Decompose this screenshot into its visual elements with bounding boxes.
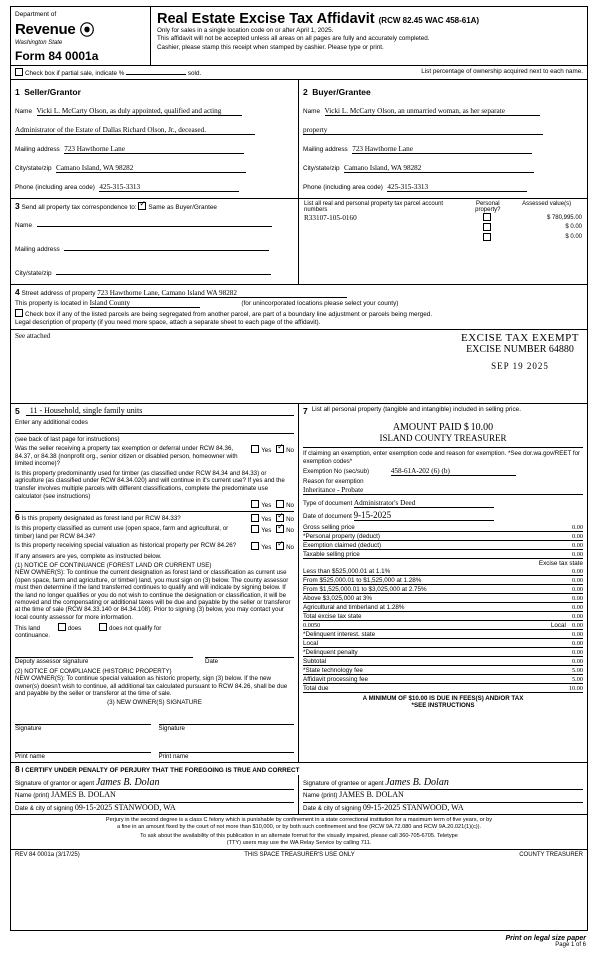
page-number: Page 1 of 6 <box>555 942 586 948</box>
amount-paid-row <box>303 422 583 433</box>
deputy-assessor-signature-input[interactable] <box>15 647 193 658</box>
legal-description-area <box>11 330 587 404</box>
seller-mailing-label: Mailing address <box>15 146 60 153</box>
amount-paid-label: AMOUNT PAID $ <box>392 422 469 433</box>
q5-1-yes-checkbox[interactable] <box>251 445 259 453</box>
corr-name-label: Name <box>15 222 33 229</box>
header-sub-2: This affidavit will not be accepted unless all areas on all pages are fully and accurately completed. <box>157 35 430 43</box>
exemption-question-row <box>15 445 294 468</box>
amount-label: Excise tax state <box>538 560 583 568</box>
amount-row <box>303 666 583 675</box>
q6-2-answers[interactable]: Yes ✓ No <box>251 525 294 534</box>
treasurer-stamp: ISLAND COUNTY TREASURER <box>379 433 507 443</box>
grantor-date-value: 09-15-2025 STANWOOD, WA <box>74 803 176 813</box>
q6-2-yes-checkbox[interactable] <box>251 525 259 533</box>
seller-citystate-label: City/state/zip <box>15 165 52 172</box>
amount-row <box>303 675 583 684</box>
buyer-phone-label: Phone (including area code) <box>303 184 383 191</box>
q6-3-answers[interactable]: Yes ✓ No <box>251 542 294 551</box>
deputy-assessor-labels <box>15 658 294 665</box>
form-footer <box>11 849 587 860</box>
amount-value: 0.00 <box>571 568 583 576</box>
seller-number: 1 <box>15 87 20 97</box>
amount-row <box>303 576 583 585</box>
use-code-input[interactable]: 11 - Household, single family units <box>26 406 294 416</box>
assessed-value-1: $ 0.00 <box>565 224 582 230</box>
new-owner-signature-input-2[interactable] <box>159 714 295 725</box>
same-as-buyer-label: Same as Buyer/Grantee <box>148 204 217 211</box>
section3-text: Send all property tax correspondence to: <box>21 204 137 211</box>
amount-row <box>303 639 583 648</box>
grantee-signature-input[interactable] <box>303 777 583 790</box>
continuance-word: continuance. <box>15 632 51 640</box>
title-block <box>151 7 587 65</box>
q6-1-text: Is this property designated as forest land per RCW 84.33? <box>21 515 181 523</box>
amount-label: Total due <box>303 685 329 693</box>
assessed-value-2: $ 0.00 <box>565 234 582 240</box>
buyer-phone-input[interactable]: 425-315-3313 <box>387 183 527 192</box>
legal-desc-label: Legal description of property (if you need more space, attach a separate sheet to each page of the affidavit). <box>15 319 321 326</box>
amount-value: 0.00 <box>571 577 583 585</box>
amount-value: 5.00 <box>571 676 583 684</box>
q6-3-no-checkbox[interactable] <box>276 542 284 550</box>
parcel-input-2[interactable] <box>303 232 465 242</box>
grantee-signature-block <box>299 775 587 814</box>
doc-type-input[interactable]: Administrator's Deed <box>354 499 494 508</box>
new-owner-printname-row <box>15 742 294 753</box>
reason-input[interactable]: Inheritance - Probate <box>303 486 583 495</box>
personal-header-cell: Personal property? <box>475 201 501 213</box>
parcel-table-header <box>303 201 583 213</box>
state-label: Washington State <box>15 40 63 46</box>
amount-row <box>303 541 583 550</box>
department-label: Department of <box>15 11 57 18</box>
print-note: Print on legal size paper <box>505 935 586 942</box>
grantor-signature-input[interactable] <box>15 777 294 790</box>
q6-1-no-checkbox[interactable] <box>276 514 284 522</box>
section7-heading: List all personal property (tangible and intangible) included in selling price. <box>311 406 521 413</box>
section5-number: 5 <box>15 406 20 416</box>
street-label: Street address of property <box>21 290 96 297</box>
amount-row <box>303 630 583 639</box>
agency-block <box>11 7 151 65</box>
certify-text: I CERTIFY UNDER PENALTY OF PERJURY THAT THE FOREGOING IS TRUE AND CORRECT <box>21 767 300 775</box>
partial-sale-percent-input[interactable] <box>126 74 186 75</box>
amount-label: Exemption claimed (deduct) <box>303 542 382 550</box>
partial-sale-sold-label: sold. <box>187 70 202 77</box>
timber-question-row <box>15 470 294 500</box>
title-rcw: (RCW 82.45 WAC 458-61A) <box>378 16 480 25</box>
q5-2-text: Is this property predominantly used for timber (as classified under RCW 84.34 and 84.33) or agriculture (as classified under RCW 84.34.020) and will continue in it's current use? If yes and the transfer involves multiple parcels with different classifications, complete the predominate use calculator (see instructions) <box>15 469 285 500</box>
amount-value: 0.00 <box>571 631 583 639</box>
partial-sale-label: Check box if partial sale, indicate % <box>25 70 125 77</box>
buyer-name-input[interactable]: Vicki L. McCarty Olson, an unmarried woman, as her separate <box>325 107 540 116</box>
footer-center: THIS SPACE TREASURER'S USE ONLY <box>244 852 355 859</box>
personal-checkbox-1[interactable] <box>465 222 510 232</box>
left-column <box>11 404 299 762</box>
signature-label-2: Signature <box>158 725 185 733</box>
amount-row <box>303 657 583 666</box>
corr-citystate-input[interactable] <box>56 274 271 275</box>
seller-phone-input[interactable]: 425-315-3313 <box>99 183 239 192</box>
amount-row <box>303 559 583 567</box>
parcel-header-cell: List all real and personal property tax parcel account numbers <box>304 201 444 213</box>
notice-compliance-title: (2) NOTICE OF COMPLIANCE (HISTORIC PROPERTY) <box>15 668 172 676</box>
q6-3-text: Is this property receiving special valuation as historical property per RCW 84.26? <box>15 542 237 550</box>
header-sub-3: Cashier, please stamp this receipt when stamped by cashier. Please type or print. <box>157 43 384 51</box>
amount-label: Local <box>303 640 319 648</box>
seller-mailing-input[interactable]: 723 Hawthorne Lane <box>64 145 244 154</box>
buyer-citystate-label: City/state/zip <box>303 165 340 172</box>
corr-name-input[interactable] <box>37 226 272 227</box>
amount-row <box>303 648 583 657</box>
q6-2-text: Is this property classified as current use (open space, farm and agricultural, or timber) land per RCW 84.34? <box>15 525 229 540</box>
deputy-date-label: Date <box>205 658 219 666</box>
affidavit-form <box>10 6 588 931</box>
section3-number: 3 <box>15 201 20 211</box>
perjury-line-3: To ask about the availability of this publication in an alternate format for the visually impaired, please call 360-705-6705. Teletype <box>140 833 458 840</box>
amount-label: Above $3,025,000 at 3% <box>303 595 372 603</box>
amount-value: 0.00 <box>571 622 583 630</box>
new-owner-signature-labels <box>15 725 294 732</box>
q5-1-no-checkbox[interactable] <box>276 445 284 453</box>
additional-codes-input[interactable] <box>15 426 294 434</box>
deputy-assessor-date-input[interactable] <box>205 647 294 658</box>
grantee-printname-input[interactable] <box>303 790 583 803</box>
amount-label: Agricultural and timberland at 1.28% <box>303 604 405 612</box>
same-as-buyer-checkbox[interactable] <box>138 202 146 210</box>
section4-number: 4 <box>15 287 20 297</box>
amount-label: Total excise tax state <box>303 613 362 621</box>
grantor-date-label: Date & city of signing <box>15 805 74 813</box>
amount-value: 0.00 <box>571 586 583 594</box>
form-number: Form 84 0001a <box>15 49 99 63</box>
q6-3-yes-checkbox[interactable] <box>251 542 259 550</box>
amount-row <box>303 594 583 603</box>
amount-label: *State technology fee <box>303 667 363 675</box>
doc-type-label: Type of document <box>303 500 353 508</box>
q5-1-text: Was the seller receiving a property tax exemption or deferral under RCW 84.36, 84.37, or 84.38 (nonprofit org., senior citizen or disabled person, homeowner with limited income)? <box>15 445 238 468</box>
amounts-table <box>303 523 583 693</box>
new-owner-printname-input-2[interactable] <box>159 742 295 753</box>
perjury-notice <box>11 814 587 849</box>
perjury-line-4: (TTY) users may use the WA Relay Service by calling 711. <box>226 840 372 847</box>
parcel-block <box>299 199 587 284</box>
header-sub-1: Only for sales in a single location code on or after April 1, 2025. <box>157 27 334 34</box>
this-land-row: This land does does not qualify for <box>15 625 162 633</box>
amount-label: Local <box>550 622 566 630</box>
buyer-mailing-input[interactable]: 723 Hawthorne Lane <box>352 145 532 154</box>
grantee-sig-value: James B. Dolan <box>385 777 449 789</box>
does-qualify-checkbox[interactable] <box>58 623 66 631</box>
seller-block <box>11 80 299 198</box>
local-rate: 0.0050 <box>303 622 321 630</box>
assessed-value-0: $ 780,995.00 <box>546 214 582 221</box>
table-row <box>303 232 583 242</box>
q5-2-no-checkbox[interactable] <box>276 500 284 508</box>
seller-name-input-2[interactable]: Administrator of the Estate of Dallas Richard Olson, Jr., deceased. <box>15 126 255 135</box>
buyer-number: 2 <box>303 87 308 97</box>
grantor-sig-label: Signature of grantor or agent <box>15 780 95 788</box>
new-owner-signature-row <box>15 714 294 725</box>
buyer-block <box>299 80 587 198</box>
right-column <box>299 404 587 762</box>
unincorp-note: (for unincorporated locations please select your county) <box>241 300 399 307</box>
notice-compliance-body: NEW OWNER(S): To continue special valuation as historic property, sign (3) below. If the new owner(s) doesn't wish to continue, all additional tax calculated pursuant to RCW 84.26, shall be due and payable by the seller or transferor at the time of sale. <box>15 675 288 697</box>
section-8 <box>11 762 587 814</box>
legal-description-text: See attached <box>15 332 51 340</box>
grantee-date-label: Date & city of signing <box>303 805 362 813</box>
grantor-printname-input[interactable] <box>15 790 294 803</box>
correspondence-parcel-section <box>11 199 587 285</box>
buyer-name-input-2[interactable]: property <box>303 126 543 135</box>
party-section <box>11 80 587 199</box>
doc-date-input[interactable]: 9-15-2025 <box>354 510 494 521</box>
form-header <box>11 7 587 66</box>
street-input[interactable]: 723 Hawthorne Lane, Camano Island WA 98282 <box>97 289 347 298</box>
footer-right: COUNTY TREASURER <box>519 852 583 859</box>
revenue-logo: Revenue ⦿ <box>15 21 95 39</box>
amount-row <box>303 523 583 532</box>
current-use-question-row <box>15 525 294 540</box>
amount-label: From $1,525,000.01 to $3,025,000 at 2.75% <box>303 586 427 594</box>
exemption-no-label: Exemption No (sec/sub) <box>303 468 370 476</box>
amount-value: 0.00 <box>571 658 583 666</box>
amount-label: Less than $525,000.01 at 1.1% <box>303 568 391 576</box>
parcel-input-0[interactable]: R33107-105-0160 <box>304 213 357 222</box>
q6-1-answers[interactable]: Yes ✓ No <box>251 514 294 523</box>
seller-phone-label: Phone (including area code) <box>15 184 95 191</box>
section6-number: 6 <box>15 512 20 523</box>
buyer-citystate-input[interactable]: Camano Island, WA 98282 <box>344 164 534 173</box>
grantee-date-value: 09-15-2025 STANWOOD, WA <box>362 803 464 813</box>
section-4 <box>11 285 587 330</box>
section7-number: 7 <box>303 406 308 416</box>
grantor-signature-block <box>11 775 299 814</box>
grantee-sig-label: Signature of grantee or agent <box>303 780 384 788</box>
excise-stamp <box>461 332 579 371</box>
county-input[interactable]: Island County <box>90 299 200 308</box>
amount-label: *Delinquent interest. state <box>303 631 376 639</box>
partial-sale-checkbox[interactable] <box>15 68 23 76</box>
seller-name-label: Name <box>15 108 33 115</box>
personal-checkbox-0[interactable] <box>465 213 510 222</box>
perjury-line-2: a fine in an amount fixed by the court of not more than $10,000, or by both such confinement and fine (RCW 9A.72.080 and RCW 9A.20.021(1)(c)). <box>116 824 482 831</box>
exemption-instructions: If claiming an exemption, enter exemption code and reason for exemption. *See dor.wa.gov/REET for exemption codes* <box>303 447 583 465</box>
amount-row <box>303 567 583 576</box>
doc-date-label: Date of document <box>303 513 352 521</box>
stamp-number-line: EXCISE NUMBER 64880 <box>466 344 574 355</box>
seller-name-input[interactable]: Vicki L. McCarty Olson, as duly appointed, qualified and acting <box>37 107 242 116</box>
amount-row <box>303 550 583 559</box>
grantor-name-value: JAMES B. DOLAN <box>51 790 116 800</box>
printname-label-1: Print name <box>15 753 45 761</box>
grantor-name-label: Name (print) <box>15 792 50 800</box>
footer-rev: REV 84 0001a (3/17/25) <box>15 852 80 859</box>
section-3 <box>11 199 299 284</box>
amount-label: Gross selling price <box>303 524 355 532</box>
lower-section <box>11 404 587 762</box>
stamp-exempt-line: EXCISE TAX EXEMPT <box>460 332 579 344</box>
deputy-assessor-label: Deputy assessor signature <box>15 658 89 666</box>
grantor-date-input[interactable] <box>15 803 294 812</box>
amount-label: Subtotal <box>303 658 327 666</box>
signature-row <box>11 775 587 814</box>
minimum-due-note: A MINIMUM OF $10.00 IS DUE IN FEES(S) AND/OR TAX <box>362 695 524 703</box>
deputy-assessor-row <box>15 647 294 658</box>
amount-paid-value: 10.00 <box>470 422 494 433</box>
amount-value: 0.00 <box>571 542 583 550</box>
section-6 <box>15 511 294 523</box>
new-owner-printname-input-1[interactable] <box>15 742 151 753</box>
amount-value: 0.00 <box>571 551 583 559</box>
amount-label: From $525,000.01 to $1,525,000 at 1.28% <box>303 577 422 585</box>
exemption-no-input[interactable]: 458-61A-202 (6) (b) <box>391 467 516 476</box>
buyer-name-label: Name <box>303 108 321 115</box>
table-row <box>303 213 583 222</box>
amount-value: 0.00 <box>571 613 583 621</box>
segregated-label: Check box if any of the listed parcels are being segregated from another parcel, are part of a boundary line adjustment or parcels being merged. <box>25 311 433 318</box>
personal-checkbox-2[interactable] <box>465 232 510 242</box>
grantee-date-input[interactable] <box>303 803 583 812</box>
amount-value: 0.00 <box>571 595 583 603</box>
amount-value: 5.00 <box>571 667 583 675</box>
amount-value: 0.00 <box>571 533 583 541</box>
amount-row <box>303 612 583 621</box>
buyer-heading: Buyer/Grantee <box>312 87 371 97</box>
amount-value: 0.00 <box>571 524 583 532</box>
corr-citystate-label: City/state/zip <box>15 270 52 277</box>
corr-mailing-label: Mailing address <box>15 246 60 253</box>
amount-value: 0.00 <box>571 604 583 612</box>
corr-mailing-input[interactable] <box>64 250 269 251</box>
q5-2-yes-checkbox[interactable] <box>251 500 259 508</box>
amount-value: 0.00 <box>571 649 583 657</box>
see-back-note: (see back of last page for instructions) <box>15 436 120 443</box>
q6-2-no-checkbox[interactable] <box>276 525 284 533</box>
perjury-line-1: Perjury in the second degree is a class C felony which is punishable by confinement in a state correctional institution for a maximum term of five years, or by <box>105 817 493 824</box>
amount-label: *Personal property (deduct) <box>303 533 381 541</box>
signature-label-1: Signature <box>15 725 42 733</box>
located-label: This property is located in <box>15 300 88 307</box>
parcel-table <box>303 201 583 242</box>
additional-codes-label: Enter any additional codes <box>15 419 88 426</box>
amount-row <box>303 585 583 594</box>
amount-value: 10.00 <box>568 685 583 693</box>
historic-question-row <box>15 542 294 551</box>
buyer-mailing-label: Mailing address <box>303 146 348 153</box>
table-row <box>303 222 583 232</box>
reason-label: Reason for exemption <box>303 478 364 486</box>
notice-continuance-title: (1) NOTICE OF CONTINUANCE (FOREST LAND OR CURRENT USE) <box>15 562 212 570</box>
grantee-name-label: Name (print) <box>303 792 338 800</box>
this-land-label: This land <box>15 625 41 633</box>
page-title: Real Estate Excise Tax Affidavit (RCW 82.45 WAC 458-61A) <box>157 11 480 27</box>
stamp-date-line: SEP 19 2025 <box>491 361 549 371</box>
notice-continuance-body: NEW OWNER(S): To continue the current designation as forest land or classification as current use (open space, farm and agriculture, or timber) land, you must sign on (3) below. The county assessor must then determine if the land transferred continues to qualify and will indicate by signing below. If the land no longer qualifies or you do not wish to continue the designation or classification, it will be removed and the compensating or additional taxes will be due and payable by the seller or transferor at the time of sale (RCW 84.33.140 or 84.34.108). Prior to signing (3) below, you may contact your local county assessor for more information. <box>15 569 291 621</box>
amount-label: Taxable selling price <box>303 551 360 559</box>
amount-row <box>303 532 583 541</box>
if-yes-note: If any answers are yes, complete as instructed below. <box>15 553 162 561</box>
amount-row <box>303 684 583 693</box>
printname-label-2: Print name <box>158 753 189 761</box>
new-owner-signature-input-1[interactable] <box>15 714 151 725</box>
assessed-header-cell: Assessed value(s) <box>522 201 572 207</box>
does-not-qualify-checkbox[interactable] <box>99 623 107 631</box>
q5-1-answers[interactable]: Yes ✓ No <box>251 445 294 454</box>
new-owner-printname-labels <box>15 753 294 760</box>
see-instructions-note: *SEE INSTRUCTIONS <box>411 702 475 710</box>
ownership-note: List percentage of ownership acquired next to each name. <box>421 68 583 75</box>
seller-citystate-input[interactable]: Camano Island, WA 98282 <box>56 164 246 173</box>
amount-label: Affidavit processing fee <box>303 676 368 684</box>
amount-value: 0.00 <box>571 640 583 648</box>
section8-number: 8 <box>15 764 20 775</box>
amount-label: *Delinquent penalty <box>303 649 358 657</box>
segregated-checkbox[interactable] <box>15 309 23 317</box>
q5-2-answers[interactable]: Yes No <box>15 500 294 509</box>
parcel-input-1[interactable] <box>303 222 465 232</box>
q6-1-yes-checkbox[interactable] <box>251 514 259 522</box>
partial-sale-left <box>15 68 201 77</box>
swirl-icon: ⦿ <box>79 22 95 39</box>
amount-row <box>303 603 583 612</box>
partial-sale-row <box>11 66 587 80</box>
new-owner-signature-title: (3) NEW OWNER(S) SIGNATURE <box>107 699 202 707</box>
grantee-name-value: JAMES B. DOLAN <box>339 790 404 800</box>
amount-row <box>303 621 583 630</box>
grantor-sig-value: James B. Dolan <box>95 777 160 789</box>
seller-heading: Seller/Grantor <box>24 87 81 97</box>
